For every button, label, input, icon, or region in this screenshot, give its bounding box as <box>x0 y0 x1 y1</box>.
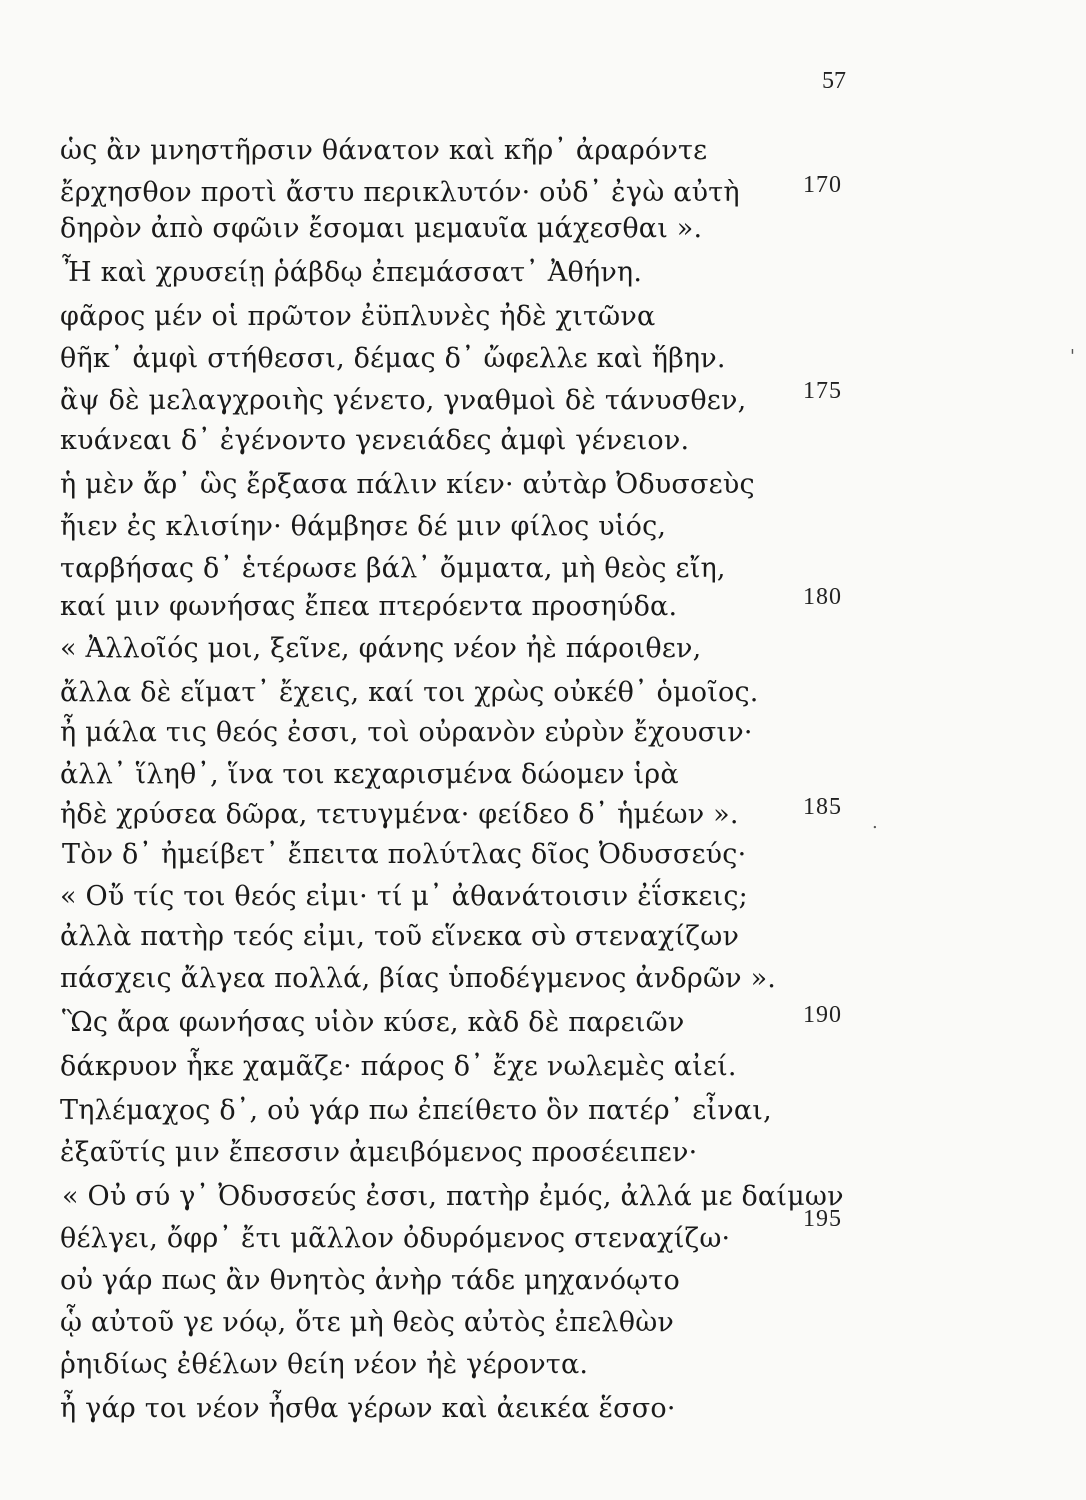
verse-line: ῥηιδίως ἐθέλων θείη νέον ἠὲ γέροντα. <box>60 1349 589 1380</box>
verse-line: πάσχεις ἄλγεα πολλά, βίας ὑποδέγμενος ἀνδρῶν ». <box>60 963 777 994</box>
line-number: 180 <box>803 584 842 610</box>
margin-speck: ' <box>1070 346 1075 367</box>
verse-line: Τηλέμαχος δ᾽, οὐ γάρ πω ἐπείθετο ὃν πατέρ᾽ εἶναι, <box>60 1095 772 1126</box>
verse-line: ἄλλα δὲ εἵματ᾽ ἔχεις, καί τοι χρὼς οὐκέθ᾽ ὁμοῖος. <box>60 677 759 708</box>
verse-line: Τὸν δ᾽ ἠμείβετ᾽ ἔπειτα πολύτλας δῖος Ὀδυσσεύς· <box>62 839 747 870</box>
verse-line: ἦ μάλα τις θεός ἐσσι, τοὶ οὐρανὸν εὐρὺν ἔχουσιν· <box>60 717 753 748</box>
verse-line: θῆκ᾽ ἀμφὶ στήθεσσι, δέμας δ᾽ ὤφελλε καὶ ἥβην. <box>60 343 726 374</box>
verse-line: Ὣς ἄρα φωνήσας υἱὸν κύσε, κὰδ δὲ παρειῶν <box>62 1007 685 1038</box>
verse-line: « Οὐ σύ γ᾽ Ὀδυσσεύς ἐσσι, πατὴρ ἐμός, ἀλλά με δαίμων <box>62 1181 844 1212</box>
verse-line: ἦ γάρ τοι νέον ἦσθα γέρων καὶ ἀεικέα ἕσσο· <box>60 1393 676 1424</box>
verse-line: ἡ μὲν ἄρ᾽ ὣς ἔρξασα πάλιν κίεν· αὐτὰρ Ὀδυσσεὺς <box>60 469 755 500</box>
verse-line: ἐξαῦτίς μιν ἔπεσσιν ἀμειβόμενος προσέειπεν· <box>60 1137 698 1168</box>
page-number: 57 <box>822 68 846 94</box>
verse-line: ᾧ αὐτοῦ γε νόῳ, ὅτε μὴ θεὸς αὐτὸς ἐπελθὼν <box>60 1307 675 1338</box>
verse-line: οὐ γάρ πως ἂν θνητὸς ἀνὴρ τάδε μηχανόῳτο <box>60 1265 680 1296</box>
verse-line: « Οὔ τίς τοι θεός εἰμι· τί μ᾽ ἀθανάτοισιν ἐΐσκεις; <box>60 881 748 912</box>
verse-line: ἠδὲ χρύσεα δῶρα, τετυγμένα· φείδεο δ᾽ ἡμέων ». <box>60 799 739 830</box>
line-number: 170 <box>803 172 842 198</box>
verse-line: δάκρυον ἧκε χαμᾶζε· πάρος δ᾽ ἔχε νωλεμὲς αἰεί. <box>60 1051 737 1082</box>
verse-line: κυάνεαι δ᾽ ἐγένοντο γενειάδες ἀμφὶ γένειον. <box>60 425 690 456</box>
verse-line: ὡς ἂν μνηστῆρσιν θάνατον καὶ κῆρ᾽ ἀραρόντε <box>60 135 708 166</box>
verse-line: δηρὸν ἀπὸ σφῶιν ἔσομαι μεμαυῖα μάχεσθαι ». <box>60 213 703 244</box>
verse-line: ἂψ δὲ μελαγχροιὴς γένετο, γναθμοὶ δὲ τάνυσθεν, <box>60 385 747 416</box>
line-number: 190 <box>803 1002 842 1028</box>
verse-line: ἀλλὰ πατὴρ τεός εἰμι, τοῦ εἵνεκα σὺ στεναχίζων <box>60 921 740 952</box>
verse-line: θέλγει, ὄφρ᾽ ἔτι μᾶλλον ὀδυρόμενος στεναχίζω· <box>60 1223 731 1254</box>
verse-line: ταρβήσας δ᾽ ἑτέρωσε βάλ᾽ ὄμματα, μὴ θεὸς εἴη, <box>60 553 726 584</box>
verse-line: ἀλλ᾽ ἵληθ᾽, ἵνα τοι κεχαρισμένα δώομεν ἱρὰ <box>60 759 679 790</box>
verse-line: Ἦ καὶ χρυσείῃ ῥάβδῳ ἐπεμάσσατ᾽ Ἀθήνη. <box>62 257 643 288</box>
verse-line: καί μιν φωνήσας ἔπεα πτερόεντα προσηύδα. <box>60 591 678 622</box>
line-number: 185 <box>803 794 842 820</box>
verse-line: φᾶρος μέν οἱ πρῶτον ἐϋπλυνὲς ἠδὲ χιτῶνα <box>60 301 656 332</box>
line-number: 195 <box>803 1206 842 1232</box>
line-number: 175 <box>803 378 842 404</box>
verse-line: « Ἀλλοῖός μοι, ξεῖνε, φάνης νέον ἠὲ πάροιθεν, <box>60 633 702 664</box>
verse-line: ἔρχησθον προτὶ ἄστυ περικλυτόν· οὐδ᾽ ἐγὼ αὐτὴ <box>60 177 740 208</box>
margin-speck: . <box>872 812 878 833</box>
verse-line: ἤιεν ἐς κλισίην· θάμβησε δέ μιν φίλος υἱός, <box>60 511 667 542</box>
